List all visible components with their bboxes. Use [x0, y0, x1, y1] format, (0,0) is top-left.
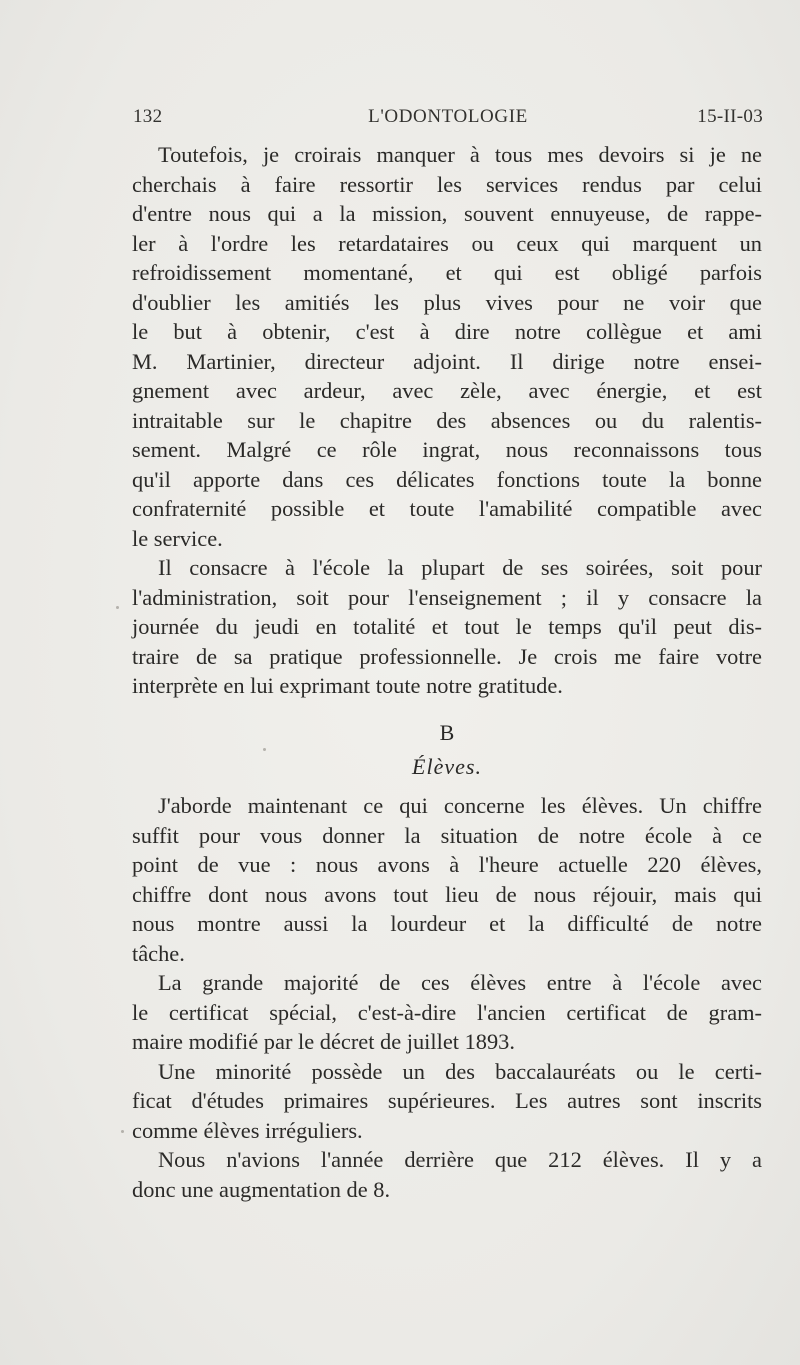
text-line: M. Martinier, directeur adjoint. Il dirige notre ensei- — [132, 348, 762, 374]
body-text-part-2 — [132, 791, 762, 1204]
paper-speck — [121, 1130, 124, 1133]
paragraph — [132, 1145, 762, 1204]
text-line: point de vue : nous avons à l'heure actuelle 220 élèves, — [132, 852, 762, 877]
paragraph — [132, 791, 762, 968]
text-line: Il consacre à l'école la plupart de ses soirées, soit pour — [158, 555, 762, 580]
text-line: d'oublier les amitiés les plus vives pour ne voir que — [132, 289, 762, 315]
text-line: sement. Malgré ce rôle ingrat, nous reconnaissons tous — [132, 437, 762, 462]
text-line: d'entre nous qui a la mission, souvent ennuyeuse, de rappe- — [132, 201, 762, 226]
text-line: le certificat spécial, c'est-à-dire l'ancien certificat de gram- — [132, 999, 762, 1025]
text-line: comme élèves irréguliers. — [132, 1117, 363, 1143]
body-text-part-1 — [132, 140, 762, 701]
text-line: gnement avec ardeur, avec zèle, avec énergie, et est — [132, 378, 762, 403]
paragraph — [132, 140, 762, 553]
text-line: l'administration, soit pour l'enseignement ; il y consacre la — [132, 584, 762, 610]
paper-speck — [116, 606, 119, 609]
paper-speck — [263, 748, 266, 751]
text-line: ficat d'études primaires supérieures. Les autres sont inscrits — [132, 1088, 762, 1113]
section-letter: B — [439, 720, 455, 745]
text-line: ler à l'ordre les retardataires ou ceux qui marquent un — [132, 230, 762, 256]
journal-title: L'ODONTOLOGIE — [368, 106, 528, 127]
paragraph — [132, 968, 762, 1057]
paragraph — [132, 1057, 762, 1146]
running-header — [133, 106, 763, 136]
text-line: refroidissement momentané, et qui est obligé parfois — [132, 260, 762, 285]
text-line: chiffre dont nous avons tout lieu de nous réjouir, mais qui — [132, 881, 762, 907]
text-line: nous montre aussi la lourdeur et la difficulté de notre — [132, 911, 762, 936]
text-line: tâche. — [132, 940, 185, 966]
section-title: Élèves. — [412, 754, 482, 779]
page-number: 132 — [133, 106, 163, 127]
text-line: journée du jeudi en totalité et tout le temps qu'il peut dis- — [132, 614, 762, 639]
text-line: donc une augmentation de 8. — [132, 1176, 391, 1202]
text-line: intraitable sur le chapitre des absences ou du ralentis- — [132, 407, 762, 433]
text-line: le service. — [132, 525, 223, 551]
text-line: suffit pour vous donner la situation de notre école à ce — [132, 822, 762, 848]
paragraph — [132, 553, 762, 701]
text-line: maire modifié par le décret de juillet 1893. — [132, 1029, 515, 1054]
text-line: La grande majorité de ces élèves entre à l'école avec — [158, 970, 762, 995]
text-line: qu'il apporte dans ces délicates fonctions toute la bonne — [132, 466, 762, 492]
text-line: confraternité possible et toute l'amabilité compatible avec — [132, 496, 762, 521]
text-line: cherchais à faire ressortir les services rendus par celui — [132, 171, 762, 197]
text-line: Nous n'avions l'année derrière que 212 élèves. Il y a — [158, 1147, 762, 1172]
text-line: le but à obtenir, c'est à dire notre collègue et ami — [132, 319, 762, 344]
text-line: interprète en lui exprimant toute notre gratitude. — [132, 673, 563, 698]
text-line: Une minorité possède un des baccalauréats ou le certi- — [158, 1058, 762, 1084]
text-line: traire de sa pratique professionnelle. Je crois me faire votre — [132, 643, 762, 669]
text-line: J'aborde maintenant ce qui concerne les élèves. Un chiffre — [158, 793, 762, 818]
issue-date: 15-II-03 — [697, 106, 763, 127]
text-line: Toutefois, je croirais manquer à tous mes devoirs si je ne — [158, 142, 762, 167]
